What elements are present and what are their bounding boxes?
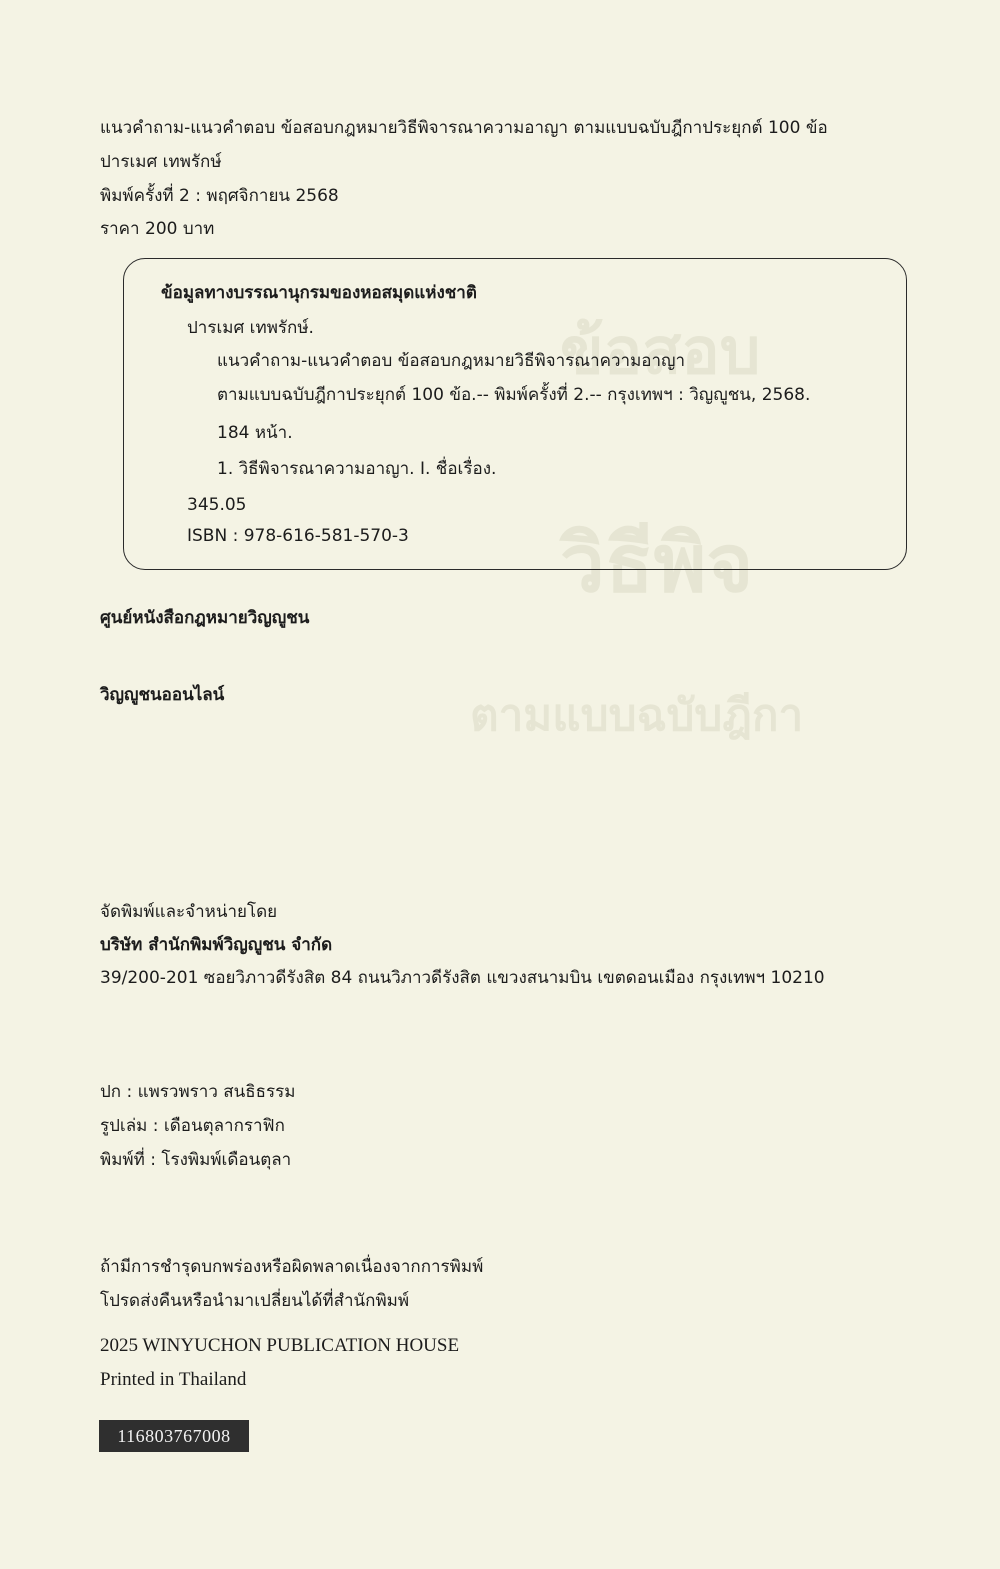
author-name: ปารเมศ เทพรักษ์ — [100, 152, 222, 172]
show-through-text: วิธีพิจ — [560, 517, 754, 610]
printed-in: Printed in Thailand — [100, 1369, 247, 1390]
publisher-label: จัดพิมพ์และจำหน่ายโดย — [100, 902, 278, 922]
cip-subjects: 1. วิธีพิจารณาความอาญา. I. ชื่อเรื่อง. — [217, 459, 497, 479]
cip-title-line-2: ตามแบบฉบับฎีกาประยุกต์ 100 ข้อ.-- พิมพ์ครั้งที่ 2.-- กรุงเทพฯ : วิญญูชน, 2568. — [217, 385, 811, 405]
cip-box — [123, 258, 907, 570]
defect-notice-line-2: โปรดส่งคืนหรือนำมาเปลี่ยนได้ที่สำนักพิมพ์ — [100, 1291, 410, 1311]
cip-isbn: ISBN : 978-616-581-570-3 — [187, 526, 409, 546]
cover-credit: ปก : แพรวพราว สนธิธรรม — [100, 1082, 296, 1102]
copyright-line: 2025 WINYUCHON PUBLICATION HOUSE — [100, 1335, 460, 1356]
layout-credit: รูปเล่ม : เดือนตุลากราฟิก — [100, 1116, 285, 1136]
publisher-address: 39/200-201 ซอยวิภาวดีรังสิต 84 ถนนวิภาวดีรังสิต แขวงสนามบิน เขตดอนเมือง กรุงเทพฯ 10210 — [100, 968, 825, 988]
cip-pages: 184 หน้า. — [217, 423, 293, 443]
show-through-text: ข้อสอบ — [560, 315, 761, 389]
show-through-text: ตามแบบฉบับฎีกา — [470, 690, 804, 741]
barcode-number-label: 116803767008 — [99, 1420, 249, 1452]
defect-notice-line-1: ถ้ามีการชำรุดบกพร่องหรือผิดพลาดเนื่องจากการพิมพ์ — [100, 1257, 484, 1277]
cip-author: ปารเมศ เทพรักษ์. — [187, 318, 314, 338]
price: ราคา 200 บาท — [100, 219, 215, 239]
printer-credit: พิมพ์ที่ : โรงพิมพ์เดือนตุลา — [100, 1150, 292, 1170]
online-store-name: วิญญูชนออนไลน์ — [100, 685, 225, 705]
cip-title-line-1: แนวคำถาม-แนวคำตอบ ข้อสอบกฎหมายวิธีพิจารณาความอาญา — [217, 351, 686, 371]
publisher-name: บริษัท สำนักพิมพ์วิญญูชน จำกัด — [100, 935, 333, 955]
cip-class-number: 345.05 — [187, 495, 247, 515]
bookstore-name: ศูนย์หนังสือกฎหมายวิญญูชน — [100, 608, 310, 628]
book-title: แนวคำถาม-แนวคำตอบ ข้อสอบกฎหมายวิธีพิจารณาความอาญา ตามแบบฉบับฎีกาประยุกต์ 100 ข้อ — [100, 118, 828, 138]
edition-info: พิมพ์ครั้งที่ 2 : พฤศจิกายน 2568 — [100, 186, 339, 206]
cip-heading: ข้อมูลทางบรรณานุกรมของหอสมุดแห่งชาติ — [161, 283, 477, 303]
